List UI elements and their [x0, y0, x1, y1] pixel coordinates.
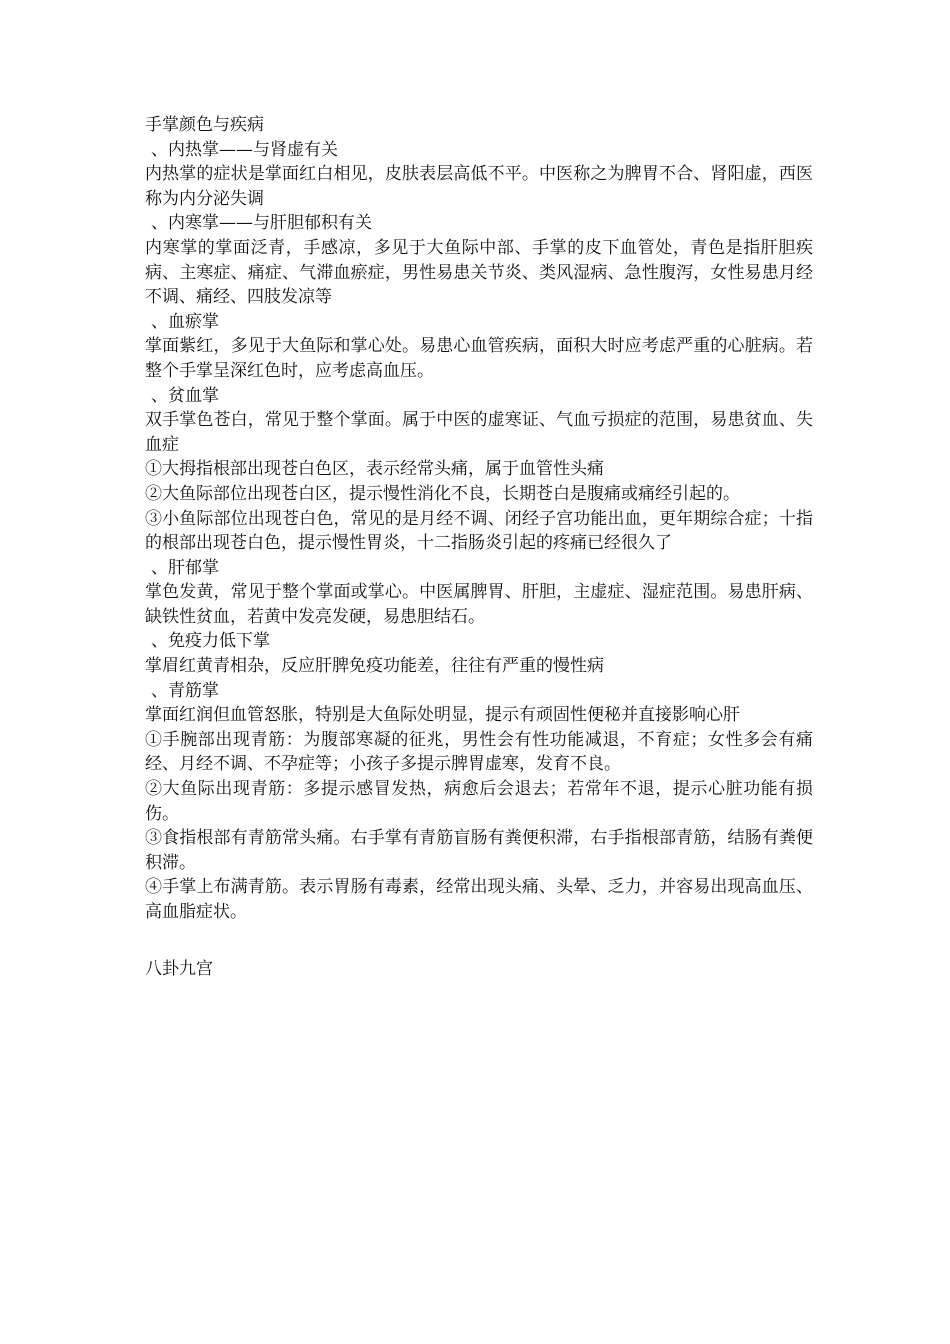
section-heading: 、内热掌——与肾虚有关: [151, 139, 338, 160]
footer-title: 八卦九宫: [145, 959, 213, 979]
section-paragraph: ③食指根部有青筋常头痛。右手掌有青筋盲肠有粪便积滞，右手指根部青筋，结肠有粪便积滞。: [145, 828, 813, 873]
section-paragraph: ②大鱼际部位出现苍白区，提示慢性消化不良，长期苍白是腹痛或痛经引起的。: [145, 483, 740, 504]
section-heading: 、血瘀掌: [151, 311, 219, 332]
section-paragraph: 内热掌的症状是掌面红白相见，皮肤表层高低不平。中医称之为脾胃不合、肾阳虚，西医称为内分泌失调: [145, 164, 813, 209]
section-paragraph: 内寒掌的掌面泛青，手感凉，多见于大鱼际中部、手掌的皮下血管处，青色是指肝胆疾病、主寒症、痛症、气滞血瘀症，男性易患关节炎、类风湿病、急性腹泻，女性易患月经不调、痛经、四肢发凉等: [145, 237, 813, 308]
section-paragraph: 双手掌色苍白，常见于整个掌面。属于中医的虚寒证、气血亏损症的范围，易患贫血、失血症: [145, 410, 813, 455]
section-heading: 、内寒掌——与肝胆郁积有关: [151, 213, 372, 234]
document-title: 手掌颜色与疾病: [145, 115, 264, 135]
document-body: [145, 113, 813, 925]
section-heading: 、肝郁掌: [151, 557, 219, 578]
section-paragraph: ④手掌上布满青筋。表示胃肠有毒素，经常出现头痛、头晕、乏力，并容易出现高血压、高血脂症状。: [145, 877, 813, 922]
section-liver-palm: [145, 556, 813, 630]
section-low-immunity-palm: [145, 629, 813, 678]
section-inner-cold-palm: [145, 211, 813, 309]
section-heading: 、免疫力低下掌: [151, 631, 270, 652]
section-vein-palm: [145, 679, 813, 925]
section-inner-heat-palm: [145, 138, 813, 212]
section-anemia-palm: [145, 384, 813, 556]
section-paragraph: 掌眉红黄青相杂，反应肝脾免疫功能差，往往有严重的慢性病: [145, 656, 604, 677]
section-paragraph: ①大拇指根部出现苍白色区，表示经常头痛，属于血管性头痛: [145, 459, 604, 480]
section-heading: 、贫血掌: [151, 385, 219, 406]
section-blood-stasis-palm: [145, 310, 813, 384]
section-heading: 、青筋掌: [151, 680, 219, 701]
section-paragraph: ①手腕部出现青筋：为腹部寒凝的征兆，男性会有性功能减退，不育症；女性多会有痛经、月经不调、不孕症等；小孩子多提示脾胃虚寒，发育不良。: [145, 729, 813, 775]
section-paragraph: 掌色发黄，常见于整个掌面或掌心。中医属脾胃、肝胆，主虚症、湿症范围。易患肝病、缺铁性贫血，若黄中发亮发硬，易患胆结石。: [145, 582, 813, 627]
section-paragraph: ③小鱼际部位出现苍白色，常见的是月经不调、闭经子宫功能出血，更年期综合症；十指的根部出现苍白色，提示慢性胃炎，十二指肠炎引起的疼痛已经很久了: [145, 508, 813, 554]
section-paragraph: ②大鱼际出现青筋：多提示感冒发热，病愈后会退去；若常年不退，提示心脏功能有损伤。: [145, 779, 813, 824]
section-paragraph: 掌面紫红，多见于大鱼际和掌心处。易患心血管疾病，面积大时应考虑严重的心脏病。若整个手掌呈深红色时，应考虑高血压。: [145, 336, 813, 381]
section-paragraph: 掌面红润但血管怒胀，特别是大鱼际处明显，提示有顽固性便秘并直接影响心肝: [145, 705, 740, 726]
